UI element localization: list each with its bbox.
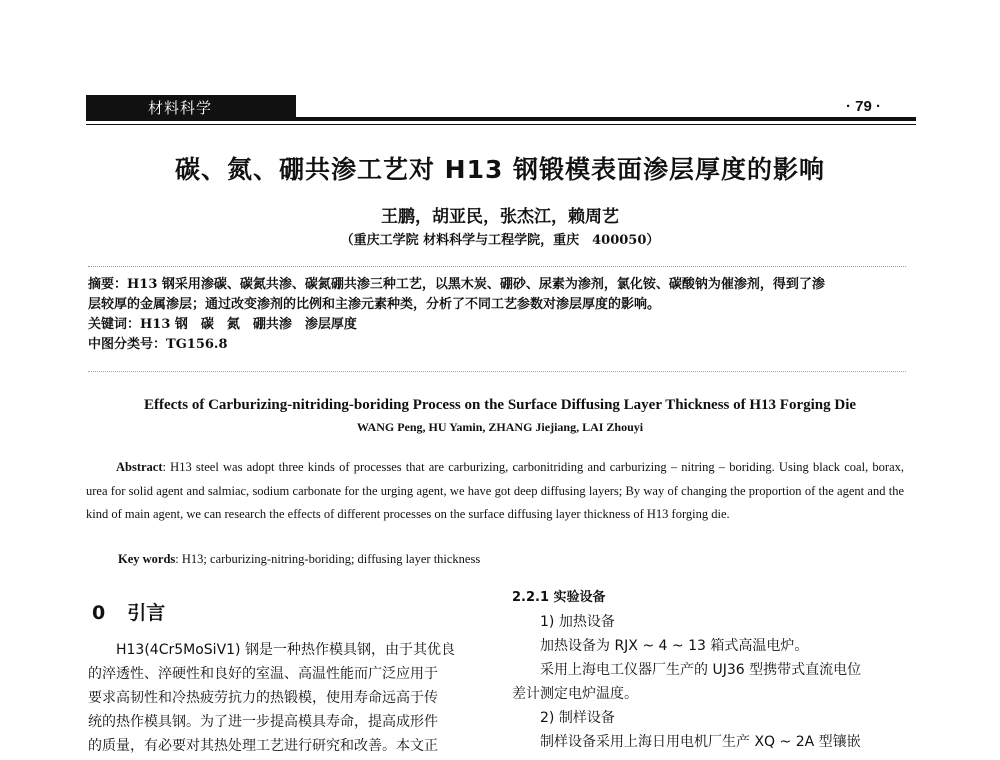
abstract-box-zh xyxy=(88,266,906,372)
clc-number: TG156.8 xyxy=(166,337,228,352)
abstract-en xyxy=(86,456,904,527)
authors-en: WANG Peng, HU Yamin, ZHANG Jiejiang, LAI Zhouyi xyxy=(356,420,644,434)
keywords-label-en: Key words xyxy=(118,552,176,566)
header-rule-thin xyxy=(86,124,916,125)
section-label: 材料科学 xyxy=(148,99,213,117)
section-tab xyxy=(86,95,296,117)
keywords-text-en: : H13; carburizing-nitring-boriding; diffusing layer thickness xyxy=(175,552,481,566)
paragraph-line: 采用上海电工仪器厂生产的 UJ36 型携带式直流电位 xyxy=(540,662,862,678)
header-rule-thick xyxy=(86,117,916,121)
authors-zh: 王鹏，胡亚民，张杰江，赖周艺 xyxy=(381,207,619,227)
affiliation-zh: （重庆工学院 材料科学与工程学院，重庆 400050） xyxy=(340,233,660,248)
list-item: 1) 加热设备 xyxy=(540,614,615,630)
intro-line: H13(4Cr5MoSiV1) 钢是一种热作模具钢，由于其优良 xyxy=(116,642,455,658)
section-heading-intro xyxy=(92,598,187,625)
keywords-en xyxy=(118,552,480,567)
abstract-label-en: Abstract xyxy=(116,460,163,474)
section-title: 引言 xyxy=(127,602,166,624)
keywords-label-zh: 关键词： xyxy=(88,317,141,332)
section-number: 0 xyxy=(92,602,106,624)
paper-title-zh: 碳、氮、硼共渗工艺对 H13 钢锻模表面渗层厚度的影响 xyxy=(174,155,826,184)
abstract-text-zh-2: 层较厚的金属渗层；通过改变渗剂的比例和主渗元素种类，分析了不同工艺参数对渗层厚度的影响。 xyxy=(88,297,661,312)
paragraph-line: 加热设备为 RJX ~ 4 ~ 13 箱式高温电炉。 xyxy=(540,638,809,654)
right-column xyxy=(512,586,912,754)
subsection-heading: 2.2.1 实验设备 xyxy=(512,590,606,605)
abstract-label-zh: 摘要： xyxy=(88,277,128,292)
abstract-text-zh-1: H13 钢采用渗碳、碳氮共渗、碳氮硼共渗三种工艺，以黑木炭、硼砂、尿素为渗剂，氯化铵、碳酸钠为催渗剂，得到了渗 xyxy=(127,277,825,292)
clc-label: 中图分类号： xyxy=(88,337,167,352)
keywords-zh: H13 钢 碳 氮 硼共渗 渗层厚度 xyxy=(140,317,357,332)
left-column xyxy=(88,638,476,758)
list-item: 2) 制样设备 xyxy=(540,710,615,726)
paragraph-line: 制样设备采用上海日用电机厂生产 XQ ~ 2A 型镶嵌 xyxy=(540,734,861,750)
paragraph-line: 差计测定电炉温度。 xyxy=(512,686,638,702)
abstract-text-en: : H13 steel was adopt three kinds of processes that are carburizing, carbonitriding and carburizing – nitring – boriding. Using black coal, borax, urea for solid agent and salmiac, sodium carbonate for the urging agent, we have got deep diffusing layers; By way of changing the proportion of the agent and the kind of main agent, we can research the effects of different processes on the surface diffusing layer thickness of H13 forging die. xyxy=(86,460,904,521)
paper-title-en: Effects of Carburizing-nitriding-boriding Process on the Surface Diffusing Layer Thickness of H13 Forging Die xyxy=(143,397,857,413)
intro-line: 的淬透性、淬硬性和良好的室温、高温性能而广泛应用于 xyxy=(88,666,438,682)
intro-line: 统的热作模具钢。为了进一步提高模具寿命，提高成形件 xyxy=(88,714,438,730)
page-number: · 79 · xyxy=(846,98,882,115)
intro-line: 要求高韧性和冷热疲劳抗力的热锻模，使用寿命远高于传 xyxy=(88,690,438,706)
intro-line: 的质量，有必要对其热处理工艺进行研究和改善。本文正 xyxy=(88,738,438,754)
